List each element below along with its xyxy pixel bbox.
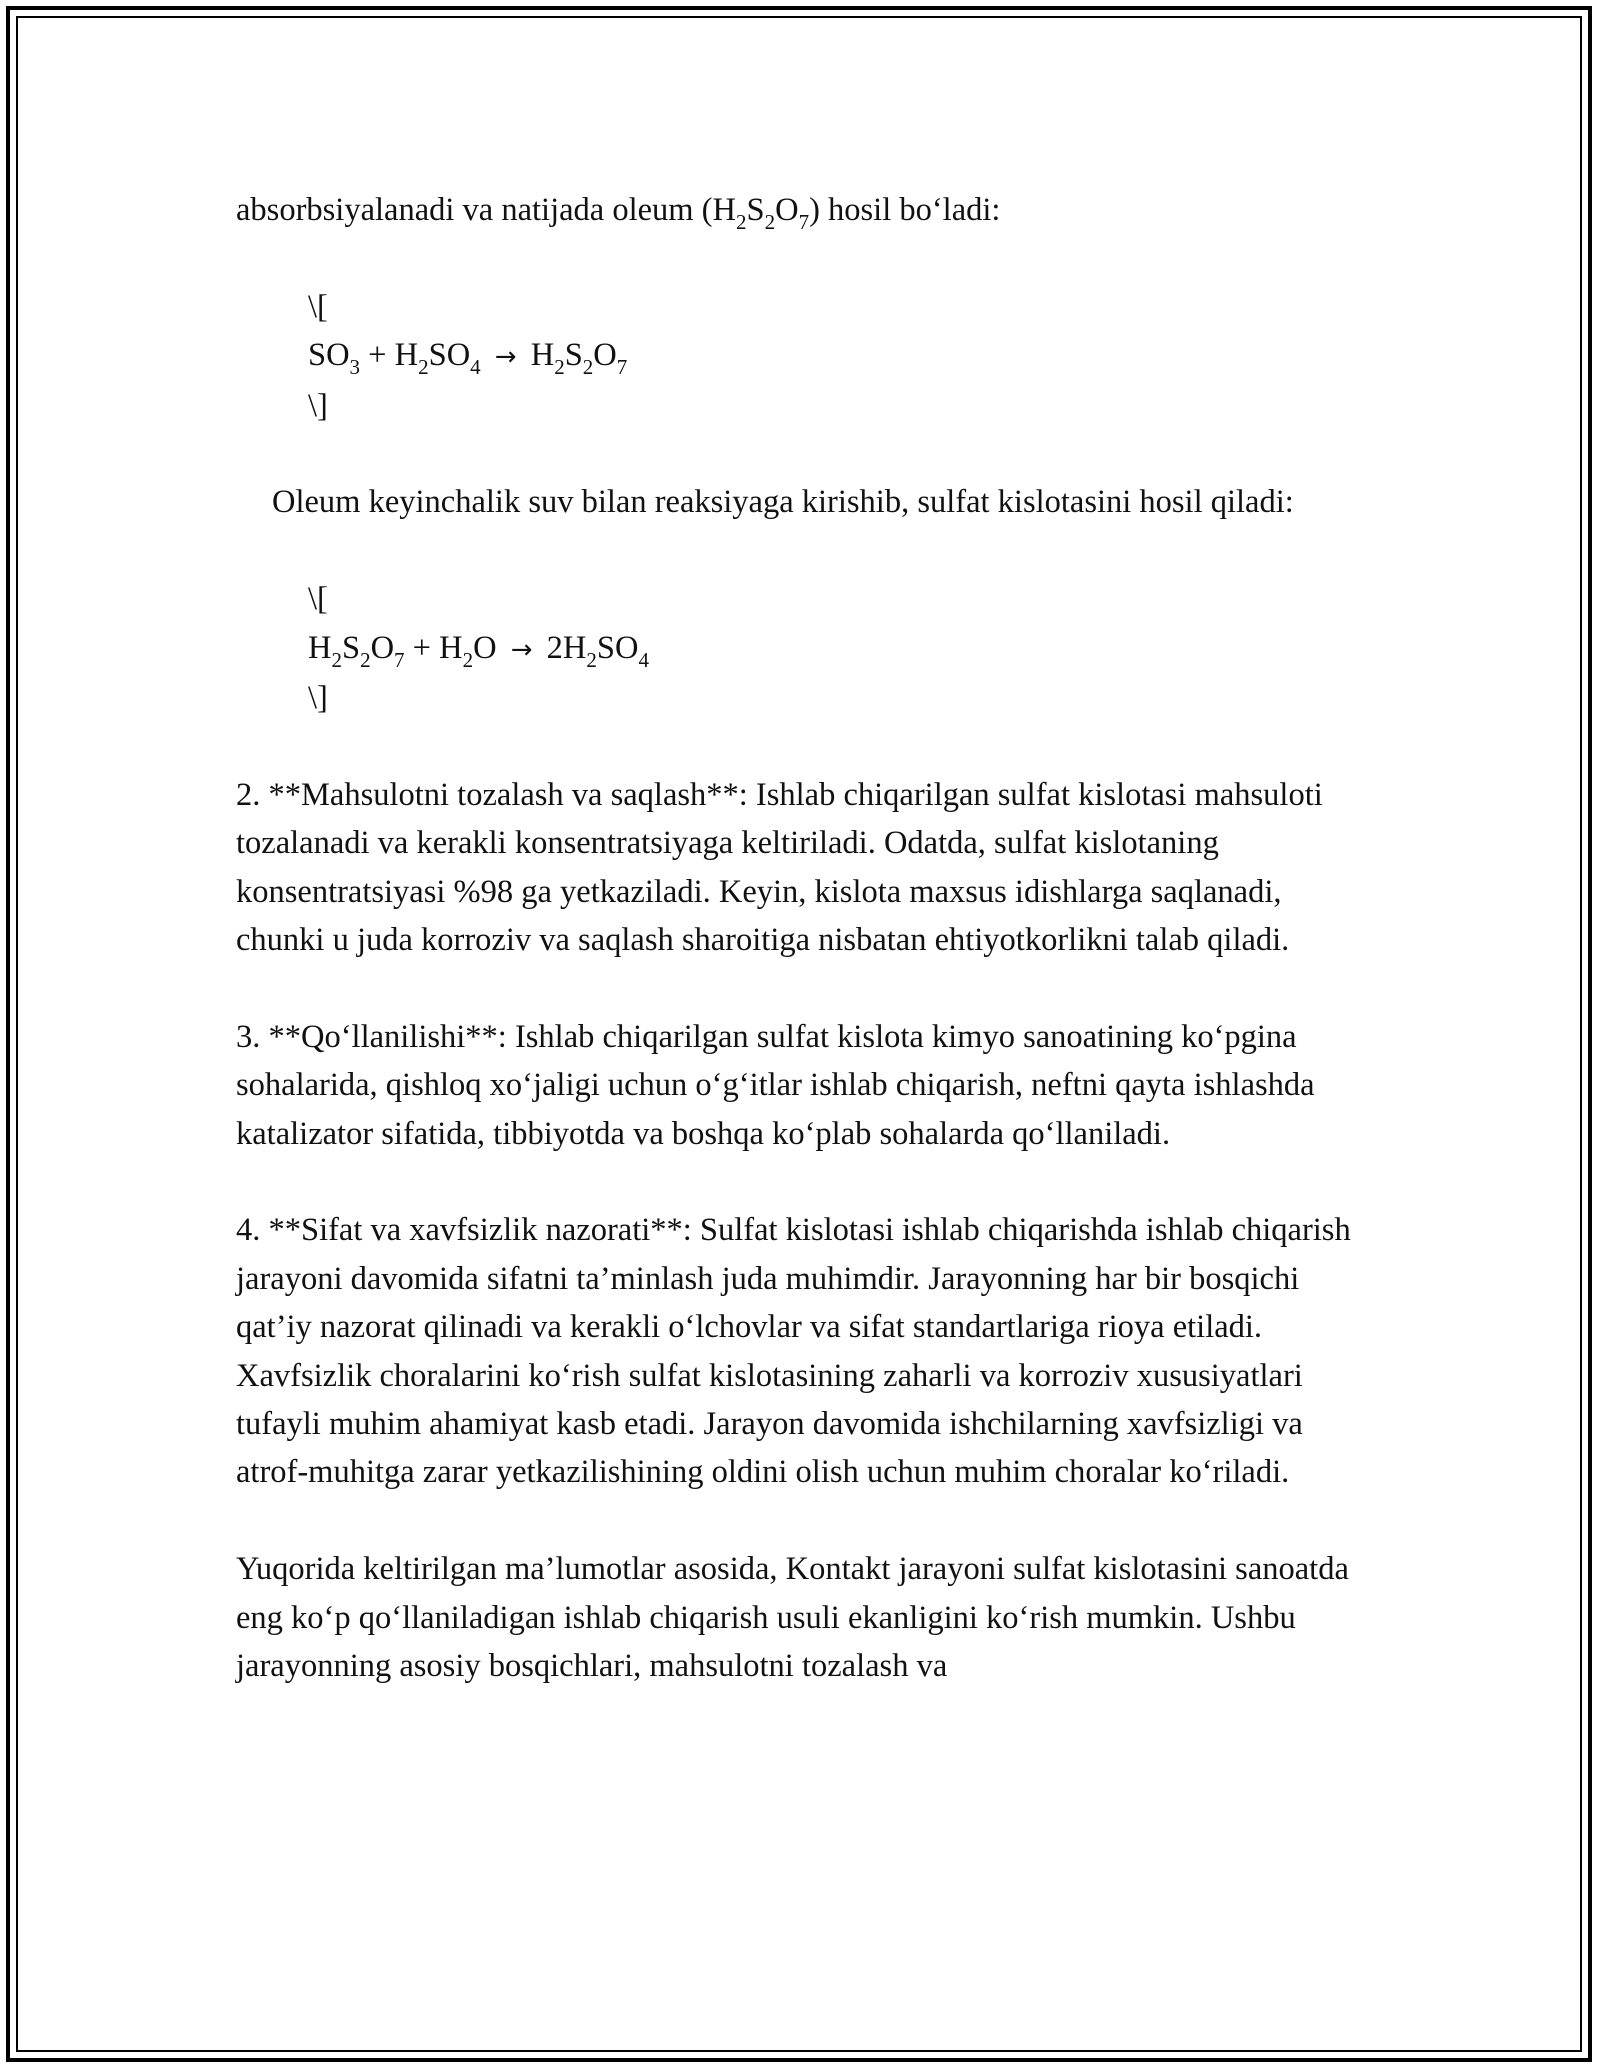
equation-1-close: \] xyxy=(308,387,328,424)
formula-element: O xyxy=(370,629,395,666)
formula-subscript: 7 xyxy=(798,210,810,234)
list-item-2: 2. **Mahsulotni tozalash va saqlash**: Ishlab chiqarilgan sulfat kislotasi mahsuloti tozalanadi va kerakli konsentratsiyaga keltiriladi. Odatda, sulfat kislotaning konsentratsiyasi %98 ga yetkaziladi. Keyin, kislota maxsus idishlarga saqlanadi, chunki u juda korroziv va saqlash sharoitiga nisbatan ehtiyotkorlikni talab qiladi. xyxy=(236,776,1323,959)
formula-element: S xyxy=(746,192,765,228)
equation-2-plus: + xyxy=(412,629,432,666)
equation-2-arrow: → xyxy=(510,634,533,665)
formula-element: O xyxy=(593,337,617,374)
equation-1 xyxy=(236,283,1366,430)
intro-text-after: ) hosil bo‘ladi: xyxy=(809,192,1001,228)
formula-element: SO xyxy=(308,337,350,374)
formula-subscript: 2 xyxy=(586,647,597,672)
formula-subscript: 7 xyxy=(394,647,405,672)
formula-subscript: 2 xyxy=(736,210,747,234)
formula-subscript: 4 xyxy=(638,647,649,672)
equation-1-arrow: → xyxy=(494,342,517,373)
formula-element: H xyxy=(394,337,419,374)
equation-2-coefficient: 2 xyxy=(546,629,563,666)
formula-subscript: 2 xyxy=(418,355,429,380)
list-item-4: 4. **Sifat va xavfsizlik nazorati**: Sulfat kislotasi ishlab chiqarishda ishlab chiqarish jarayoni davomida sifatni ta’minlash juda muhimdir. Jarayonning har bir bosqichi qat’iy nazorat qilinadi va kerakli o‘lchovlar va sifat standartlariga rioya etiladi. Xavfsizlik choralarini ko‘rish sulfat kislotasining zaharli va korroziv xususiyatlari tufayli muhim ahamiyat kasb etadi. Jarayon davomida ishchilarning xavfsizligi va atrof-muhitga zarar yetkazilishining oldini olish uchun muhim choralar ko‘riladi. xyxy=(236,1212,1351,1491)
formula-element: H xyxy=(530,337,555,374)
equation-2 xyxy=(236,575,1366,722)
equation-1-body xyxy=(308,331,1366,381)
formula-element: H xyxy=(308,629,332,666)
formula-element: SO xyxy=(596,629,639,666)
equation-2-reactant-2 xyxy=(439,629,497,672)
formula-element: S xyxy=(341,629,361,666)
oleum-formula xyxy=(712,192,810,234)
equation-1-open: \[ xyxy=(308,288,328,325)
formula-subscript: 7 xyxy=(616,355,628,380)
formula-subscript: 2 xyxy=(331,647,342,672)
equation-1-product xyxy=(530,337,628,380)
formula-subscript: 2 xyxy=(462,647,474,672)
document-body xyxy=(236,186,1366,1690)
equation-2-reactant-1 xyxy=(308,629,405,672)
equation-2-product xyxy=(562,629,649,672)
intro-text-before: absorbsiyalanadi va natijada oleum ( xyxy=(236,192,713,228)
equation-2-body xyxy=(308,624,1366,674)
formula-element: H xyxy=(712,192,736,228)
formula-element: H xyxy=(439,629,463,666)
equation-1-reactant-1 xyxy=(308,337,361,380)
formula-element: H xyxy=(562,629,587,666)
oleum-paragraph: Oleum keyinchalik suv bilan reaksiyaga kirishib, sulfat kislotasini hosil qiladi: xyxy=(272,484,1294,521)
equation-2-close: \] xyxy=(308,680,328,717)
intro-line xyxy=(236,186,1366,234)
formula-subscript: 2 xyxy=(764,210,776,234)
formula-element: O xyxy=(473,629,497,666)
equation-1-reactant-2 xyxy=(394,337,481,380)
list-item-3: 3. **Qo‘llanilishi**: Ishlab chiqarilgan sulfat kislota kimyo sanoatining ko‘pgina sohalarida, qishloq xo‘jaligi uchun o‘g‘itlar ishlab chiqarish, neftni qayta ishlashda katalizator sifatida, tibbiyotda va boshqa ko‘plab sohalarda qo‘llaniladi. xyxy=(236,1018,1315,1152)
formula-subscript: 2 xyxy=(582,355,594,380)
equation-1-plus: + xyxy=(368,337,387,374)
formula-subscript: 2 xyxy=(360,647,371,672)
formula-subscript: 4 xyxy=(470,355,481,380)
formula-element: SO xyxy=(428,337,471,374)
formula-subscript: 2 xyxy=(554,355,565,380)
conclusion-paragraph: Yuqorida keltirilgan ma’lumotlar asosida, Kontakt jarayoni sulfat kislotasini sanoatda eng ko‘p qo‘llaniladigan ishlab chiqarish usuli ekanligini ko‘rish mumkin. Ushbu jarayonning asosiy bosqichlari, mahsulotni tozalash va xyxy=(236,1551,1349,1685)
equation-2-open: \[ xyxy=(308,581,328,618)
formula-subscript: 3 xyxy=(349,355,361,380)
formula-element: O xyxy=(775,192,799,228)
formula-element: S xyxy=(564,337,583,374)
